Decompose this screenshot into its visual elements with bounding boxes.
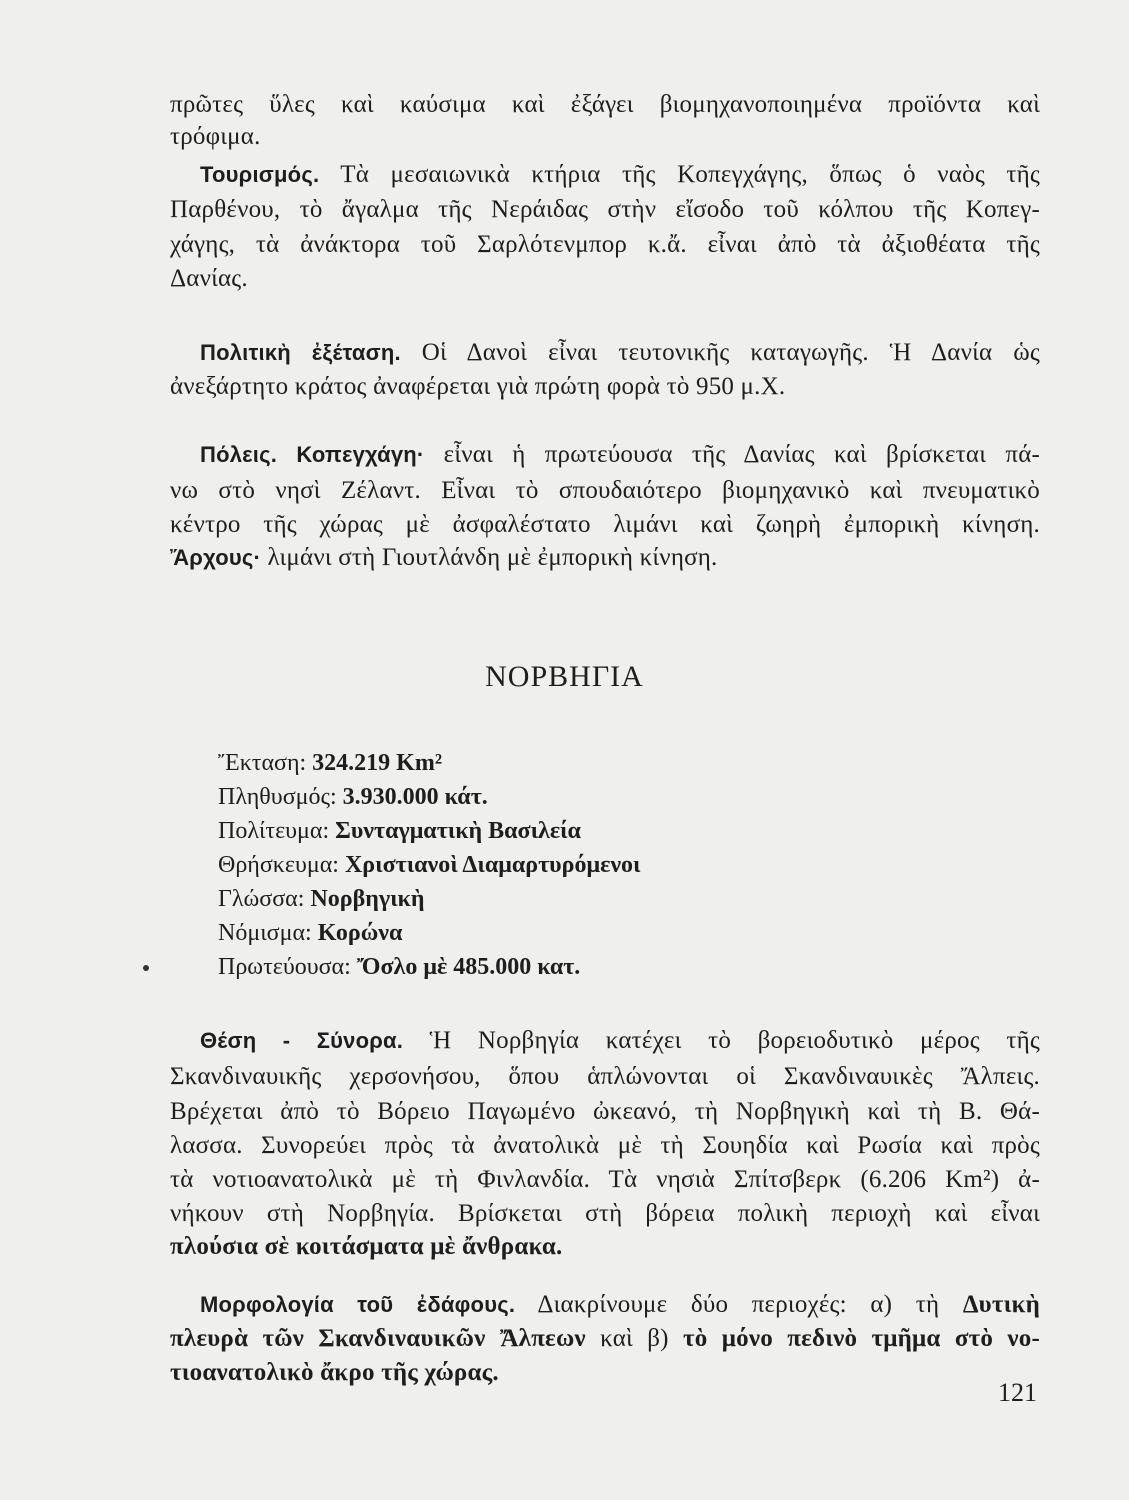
cities-paragraph-start <box>200 438 1040 472</box>
position-line-6: νήκουν στὴ Νορβηγία. Βρίσκεται στὴ βόρεια πολικὴ περιοχὴ καὶ εἶναι <box>170 1200 1040 1227</box>
continuation-line-1: πρῶτες ὕλες καὶ καύσιμα καὶ ἐξάγει βιομηχανοποιημένα προϊόντα καὶ <box>170 91 1040 118</box>
morphology-paragraph-start <box>200 1288 1040 1322</box>
political-paragraph-start <box>200 336 1040 370</box>
margin-dot-mark <box>143 965 149 971</box>
fact-area <box>218 748 442 778</box>
position-line-2: Σκανδιναυικῆς χερσονήσου, ὅπου ἁπλώνονται οἱ Σκανδιναυικὲς Ἄλπεις. <box>170 1063 1040 1090</box>
arhus-label: Ἄρχους· <box>170 545 262 570</box>
morphology-heading: Μορφολογία τοῦ ἐδάφους. <box>200 1292 516 1317</box>
fact-value: 324.219 Km² <box>312 750 443 776</box>
cities-text-1: εἶναι ἡ πρωτεύουσα τῆς Δανίας καὶ βρίσκεται πά- <box>443 441 1041 468</box>
country-title: ΝΟΡΒΗΓΙΑ <box>485 660 644 693</box>
position-line-4: λασσα. Συνορεύει πρὸς τὰ ἀνατολικὰ μὲ τὴ Σουηδία καὶ Ρωσία καὶ πρὸς <box>170 1132 1040 1159</box>
political-heading: Πολιτικὴ ἐξέταση. <box>200 340 401 365</box>
tourism-line-2: Παρθένου, τὸ ἄγαλμα τῆς Νεράιδας στὴν εἴσοδο τοῦ κόλπου τῆς Κοπεγ- <box>170 196 1040 223</box>
fact-value: 3.930.000 κάτ. <box>342 784 488 810</box>
position-text-1: Ἡ Νορβηγία κατέχει τὸ βορειοδυτικὸ μέρος τῆς <box>429 1027 1040 1054</box>
position-line-5: τὰ νοτιοανατολικὰ μὲ τὴ Φινλανδία. Τὰ νησιὰ Σπίτσβερκ (6.206 Km²) ἀ- <box>170 1166 1040 1193</box>
copenhagen-label: Κοπεγχάγη· <box>296 442 425 467</box>
political-line-2: ἀνεξάρτητο κράτος ἀναφέρεται γιὰ πρώτη φορὰ τὸ 950 μ.Χ. <box>170 373 786 400</box>
fact-value: Νορβηγικὴ <box>310 886 425 912</box>
cities-heading: Πόλεις. <box>200 442 278 467</box>
fact-population <box>218 782 488 812</box>
fact-label: Νόμισμα: <box>218 920 312 946</box>
position-line-3: Βρέχεται ἀπὸ τὸ Βόρειο Παγωμένο ὠκεανό, τὴ Νορβηγικὴ καὶ τὴ Β. Θά- <box>170 1098 1040 1125</box>
tourism-heading: Τουρισμός. <box>200 162 320 187</box>
morphology-line-2-normal: καὶ β) <box>600 1325 669 1352</box>
fact-value: Ὄσλο μὲ 485.000 κατ. <box>356 954 581 980</box>
fact-label: Ἔκταση: <box>218 750 307 776</box>
fact-government <box>218 816 581 846</box>
morphology-line-2-bold-b: τὸ μόνο πεδινὸ τμῆμα στὸ νο- <box>683 1325 1041 1352</box>
fact-language <box>218 884 425 914</box>
page-number: 121 <box>998 1378 1037 1407</box>
political-text-1: Οἱ Δανοὶ εἶναι τευτονικῆς καταγωγῆς. Ἡ Δανία ὡς <box>421 339 1040 366</box>
position-paragraph-start <box>200 1024 1040 1058</box>
tourism-paragraph-start <box>200 158 1040 192</box>
fact-value: Χριστιανοὶ Διαμαρτυρόμενοι <box>344 852 641 878</box>
fact-capital <box>218 952 580 982</box>
position-line-7: πλούσια σὲ κοιτάσματα μὲ ἄνθρακα. <box>170 1233 563 1260</box>
fact-label: Γλώσσα: <box>218 886 305 912</box>
fact-value: Συνταγματικὴ Βασιλεία <box>335 818 581 844</box>
arhus-text: λιμάνι στὴ Γιουτλάνδη μὲ ἐμπορικὴ κίνηση. <box>267 544 718 571</box>
fact-value: Κορώνα <box>317 920 403 946</box>
tourism-line-3: χάγης, τὰ ἀνάκτορα τοῦ Σαρλότενμπορ κ.ἄ. εἶναι ἀπὸ τὰ ἀξιοθέατα τῆς <box>170 231 1040 258</box>
morphology-text-1: Διακρίνουμε δύο περιοχές: α) τὴ <box>537 1291 940 1318</box>
cities-line-2: νω στὸ νησὶ Ζέλαντ. Εἶναι τὸ σπουδαιότερο βιομηχανικὸ καὶ πνευματικὸ <box>170 477 1040 504</box>
fact-label: Θρήσκευμα: <box>218 852 339 878</box>
fact-label: Πληθυσμός: <box>218 784 337 810</box>
morphology-line-2 <box>170 1322 1040 1356</box>
fact-religion <box>218 850 641 880</box>
continuation-line-2: τρόφιμα. <box>170 123 261 150</box>
tourism-line-4: Δανίας. <box>170 265 248 292</box>
morphology-text-1-bold: Δυτικὴ <box>962 1291 1041 1318</box>
fact-label: Πρωτεύουσα: <box>218 954 351 980</box>
cities-line-3: κέντρο τῆς χώρας μὲ ἀσφαλέστατο λιμάνι καὶ ζωηρὴ ἐμπορικὴ κίνηση. <box>170 511 1040 538</box>
position-heading: Θέση - Σύνορα. <box>200 1028 404 1053</box>
fact-currency <box>218 918 402 948</box>
cities-arhus-line <box>170 541 1040 575</box>
morphology-line-2-bold-a: πλευρὰ τῶν Σκανδιναυικῶν Ἄλπεων <box>170 1325 586 1352</box>
tourism-text-1: Τὰ μεσαιωνικὰ κτήρια τῆς Κοπεγχάγης, ὅπως ὁ ναὸς τῆς <box>340 161 1040 188</box>
fact-label: Πολίτευμα: <box>218 818 330 844</box>
morphology-line-3: τιοανατολικὸ ἄκρο τῆς χώρας. <box>170 1359 499 1386</box>
